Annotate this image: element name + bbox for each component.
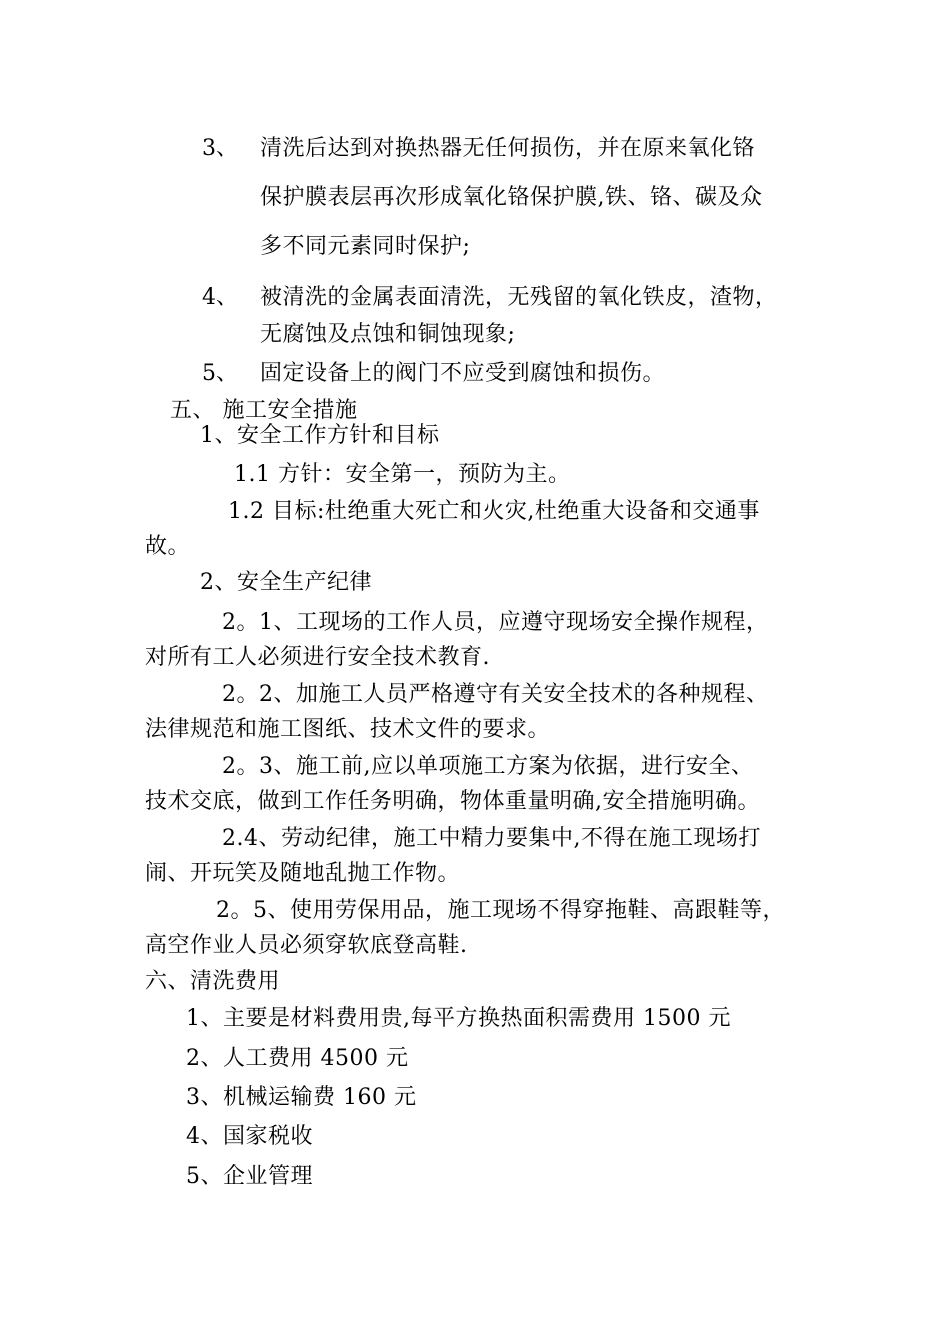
list-number: 3、: [202, 136, 238, 161]
list-number: 5、: [202, 361, 238, 386]
list-number: 4、: [202, 285, 238, 310]
list-item-line: 保护膜表层再次形成氧化铬保护膜,铁、铬、碳及众: [260, 185, 763, 210]
paragraph-line: 对所有工人必须进行安全技术教育.: [145, 645, 490, 670]
list-item-line: 被清洗的金属表面清洗，无残留的氧化铁皮，渣物，: [260, 285, 778, 310]
paragraph-line: 法律规范和施工图纸、技术文件的要求。: [145, 717, 551, 742]
list-item-line: 无腐蚀及点蚀和铜蚀现象;: [260, 322, 516, 347]
paragraph-line: 2。1、工现场的工作人员，应遵守现场安全操作规程，: [222, 610, 769, 635]
list-item: 5、企业管理: [186, 1164, 313, 1189]
list-item-line: 清洗后达到对换热器无任何损伤，并在原来氧化铬: [260, 136, 756, 161]
section-heading: 五、 施工安全措施: [170, 398, 358, 423]
section-heading: 六、清洗费用: [145, 969, 281, 994]
subsection-title: 2、安全生产纪律: [200, 570, 372, 595]
list-item: 3、机械运输费 160 元: [186, 1085, 417, 1110]
paragraph-line: 2。2、加施工人员严格遵守有关安全技术的各种规程、: [222, 682, 769, 707]
list-item-line: 多不同元素同时保护;: [260, 234, 471, 259]
paragraph-line: 闹、开玩笑及随地乱抛工作物。: [145, 861, 461, 886]
paragraph-line: 2.4、劳动纪律，施工中精力要集中,不得在施工现场打: [222, 826, 761, 851]
list-item: 2、人工费用 4500 元: [186, 1046, 409, 1071]
paragraph-line: 1.2 目标:杜绝重大死亡和火灾,杜绝重大设备和交通事: [228, 499, 760, 524]
paragraph-line: 2。5、使用劳保用品，施工现场不得穿拖鞋、高跟鞋等，: [216, 898, 785, 923]
paragraph-line: 2。3、施工前,应以单项施工方案为依据，进行安全、: [222, 754, 754, 779]
list-item: 1、主要是材料费用贵,每平方换热面积需费用 1500 元: [186, 1006, 731, 1031]
paragraph-line: 技术交底，做到工作任务明确，物体重量明确,安全措施明确。: [145, 789, 760, 814]
list-item-line: 固定设备上的阀门不应受到腐蚀和损伤。: [260, 361, 666, 386]
paragraph-line: 故。: [145, 534, 191, 559]
paragraph-line: 高空作业人员必须穿软底登高鞋.: [145, 933, 468, 958]
paragraph-line: 1.1 方针：安全第一，预防为主。: [234, 462, 571, 487]
subsection-title: 1、安全工作方针和目标: [200, 423, 440, 448]
list-item: 4、国家税收: [186, 1124, 313, 1149]
